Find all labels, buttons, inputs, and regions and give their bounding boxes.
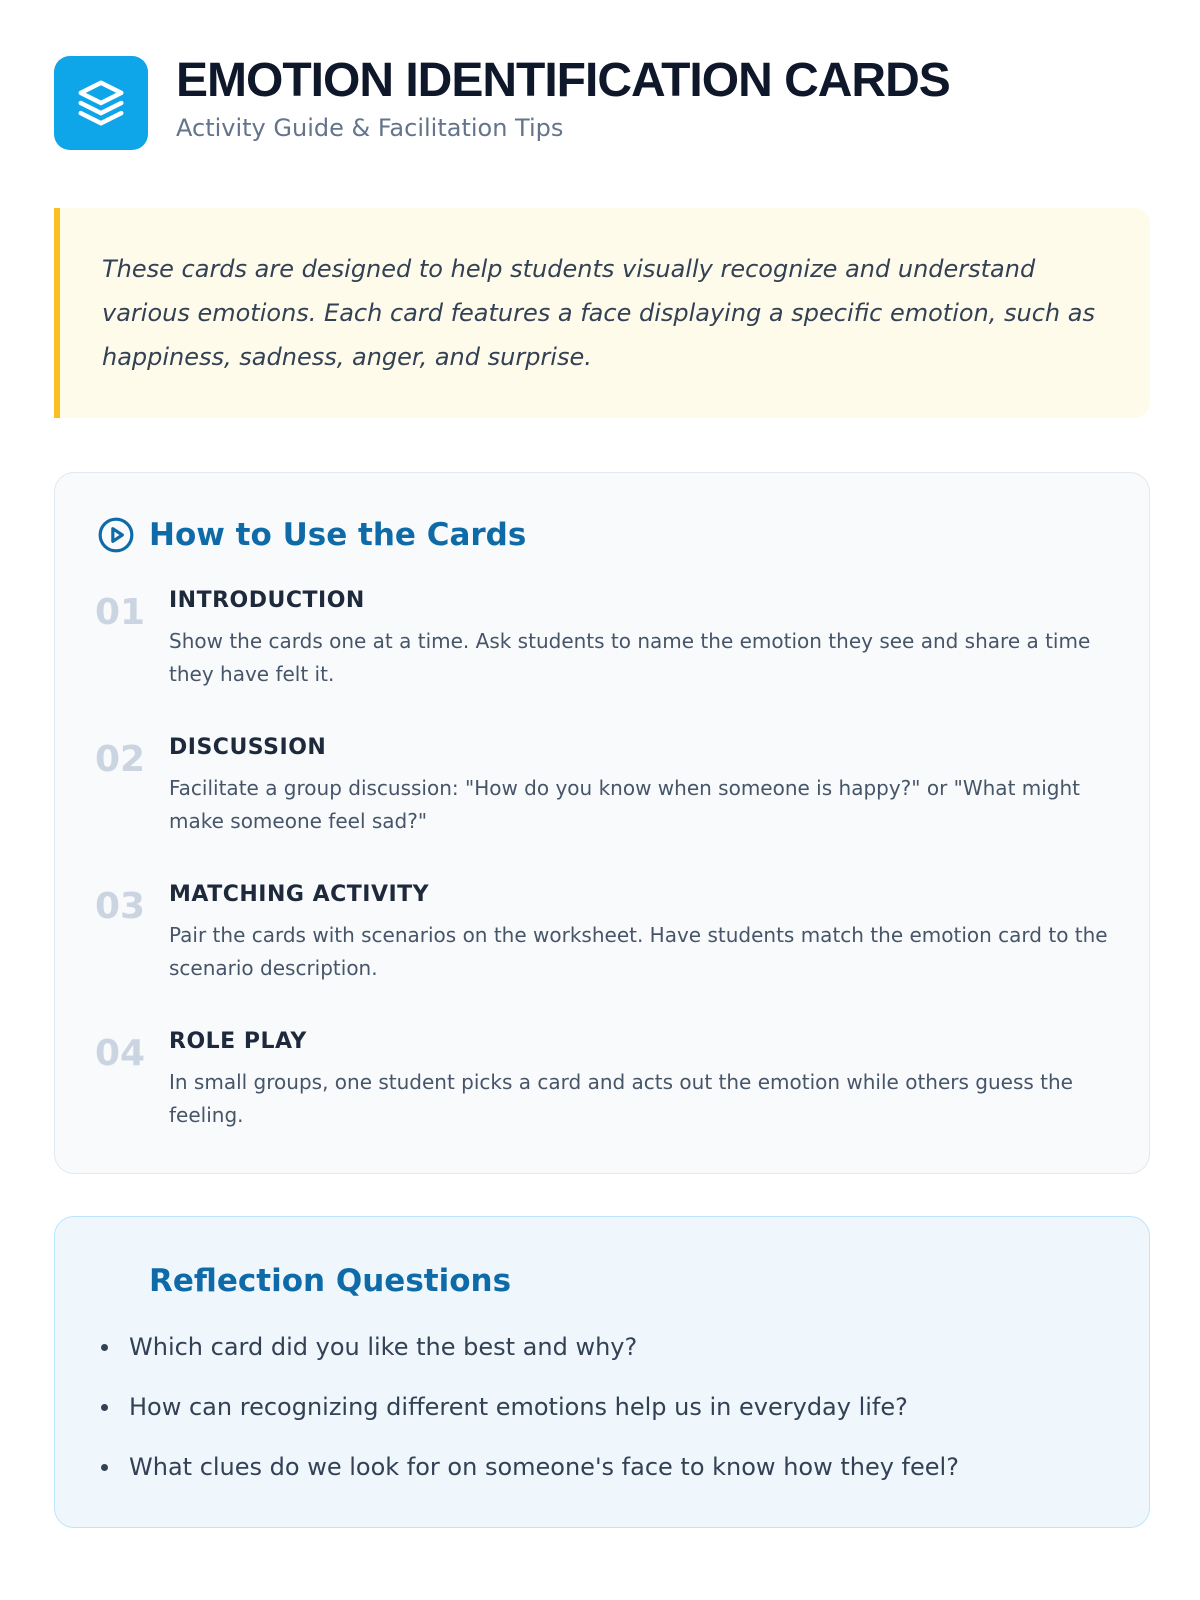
step-description: In small groups, one student picks a card and acts out the emotion while others guess the feeling. <box>169 1070 1073 1127</box>
steps-list <box>95 587 1108 1175</box>
layers-icon <box>54 56 148 150</box>
step-number: 01 <box>95 592 146 633</box>
bullet-icon <box>101 1404 108 1411</box>
step-item <box>95 734 1105 881</box>
step-description: Show the cards one at a time. Ask students to name the emotion they see and share a time they have felt it. <box>169 629 1091 686</box>
how-to-use-section <box>54 472 1150 1174</box>
step-title: DISCUSSION <box>169 735 327 760</box>
header <box>54 56 1150 150</box>
step-body <box>169 587 1109 691</box>
step-number: 04 <box>95 1033 146 1074</box>
step-item <box>95 1028 1105 1175</box>
step-title: INTRODUCTION <box>169 588 365 613</box>
reflection-question: How can recognizing different emotions help us in everyday life? <box>129 1393 908 1421</box>
step-body <box>169 734 1109 838</box>
play-circle-icon <box>97 516 135 554</box>
list-item <box>99 1451 1099 1511</box>
intro-note <box>54 208 1150 418</box>
list-item <box>99 1391 1099 1451</box>
step-body <box>169 1028 1109 1132</box>
step-item <box>95 881 1108 1028</box>
how-to-use-title: How to Use the Cards <box>149 517 527 553</box>
intro-text: These cards are designed to help students visually recognize and understand various emotions. Each card features a face displaying a specific emotion, such as happiness, sadness, anger, and surprise. <box>102 255 1095 371</box>
step-body <box>169 881 1109 985</box>
bullet-icon <box>101 1464 108 1471</box>
header-titles <box>176 54 950 144</box>
step-description: Pair the cards with scenarios on the worksheet. Have students match the emotion card to the scenario description. <box>169 923 1108 980</box>
list-item <box>99 1331 1099 1391</box>
step-number: 03 <box>95 886 146 927</box>
how-to-use-heading <box>97 515 526 555</box>
bullet-icon <box>101 1344 108 1351</box>
page-subtitle: Activity Guide & Facilitation Tips <box>176 114 564 142</box>
reflection-question: Which card did you like the best and why? <box>129 1333 638 1361</box>
step-title: ROLE PLAY <box>169 1029 307 1054</box>
step-title: MATCHING ACTIVITY <box>169 882 430 907</box>
step-item <box>95 587 1105 734</box>
page-title: EMOTION IDENTIFICATION CARDS <box>176 54 950 107</box>
step-number: 02 <box>95 739 146 780</box>
reflection-question: What clues do we look for on someone's face to know how they feel? <box>129 1453 959 1481</box>
step-description: Facilitate a group discussion: "How do you know when someone is happy?" or "What might make someone feel sad?" <box>169 776 1081 833</box>
reflection-title: Reflection Questions <box>149 1263 512 1299</box>
page <box>54 54 1150 1481</box>
reflection-list <box>99 1331 1099 1511</box>
reflection-section <box>54 1216 1150 1528</box>
